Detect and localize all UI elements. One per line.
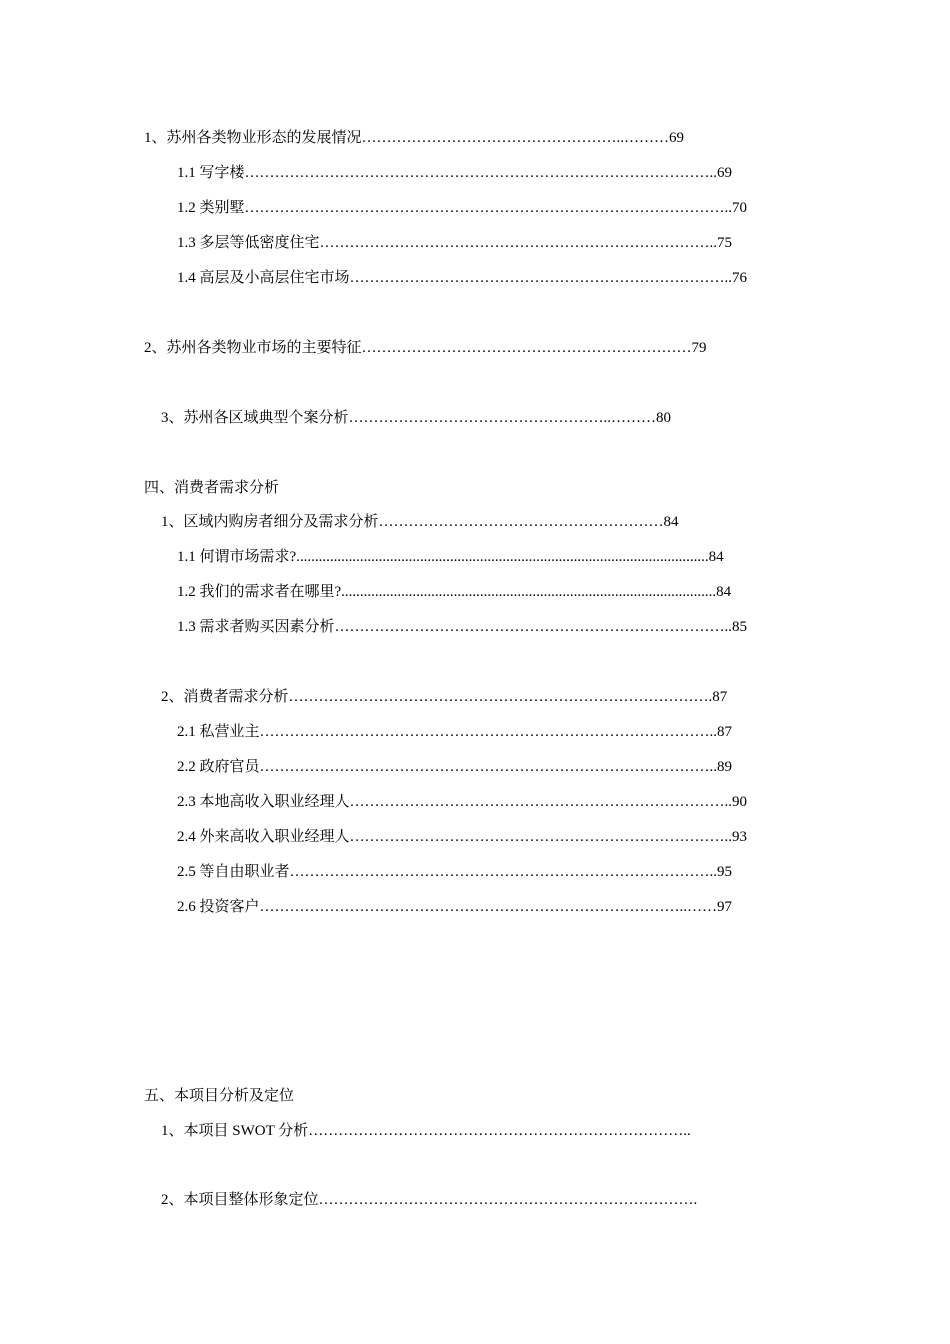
toc-line-4-1-3: 1.3 需求者购买因素分析……………………………………………………………………..85 — [177, 619, 748, 635]
toc-line-4-1: 1、区域内购房者细分及需求分析…………………………………………………84 — [161, 514, 679, 530]
toc-line-4-2-6: 2.6 投资客户…………………………………………………………………………..……97 — [177, 899, 733, 915]
toc-line-1-3: 1.3 多层等低密度住宅……………………………………………………………………..75 — [177, 235, 733, 251]
toc-line-4-1-2: 1.2 我们的需求者在哪里?....................................................................................................84 — [177, 584, 732, 600]
toc-section-5-heading: 五、本项目分析及定位 — [144, 1088, 295, 1104]
toc-line-1-2: 1.2 类别墅……………………………………………………………………………………..70 — [177, 200, 748, 216]
toc-line-3: 3、苏州各区域典型个案分析……………………………………………..………80 — [161, 410, 672, 426]
toc-line-4-2-5: 2.5 等自由职业者…………………………………………………………………………..95 — [177, 864, 733, 880]
toc-line-1-4: 1.4 高层及小高层住宅市场…………………………………………………………………..76 — [177, 270, 748, 286]
toc-line-2: 2、苏州各类物业市场的主要特征…………………………………………………………79 — [144, 340, 707, 356]
toc-line-4-2: 2、消费者需求分析………………………………………………………………………….87 — [161, 689, 728, 705]
toc-line-1: 1、苏州各类物业形态的发展情况……………………………………………..………69 — [144, 130, 685, 146]
toc-line-4-2-2: 2.2 政府官员………………………………………………………………………………..89 — [177, 759, 733, 775]
toc-line-5-1: 1、本项目 SWOT 分析………………………………………………………………….. — [161, 1123, 691, 1139]
toc-line-4-2-4: 2.4 外来高收入职业经理人…………………………………………………………………..93 — [177, 829, 748, 845]
toc-line-5-2: 2、本项目整体形象定位…………………………………………………………………. — [161, 1192, 698, 1208]
toc-line-4-2-3: 2.3 本地高收入职业经理人…………………………………………………………………..90 — [177, 794, 748, 810]
toc-section-4-heading: 四、消费者需求分析 — [144, 480, 280, 496]
toc-line-1-1: 1.1 写字楼…………………………………………………………………………………..69 — [177, 165, 733, 181]
toc-line-4-1-1: 1.1 何谓市场需求?..............................................................................................................84 — [177, 549, 724, 565]
toc-line-4-2-1: 2.1 私营业主………………………………………………………………………………..87 — [177, 724, 733, 740]
